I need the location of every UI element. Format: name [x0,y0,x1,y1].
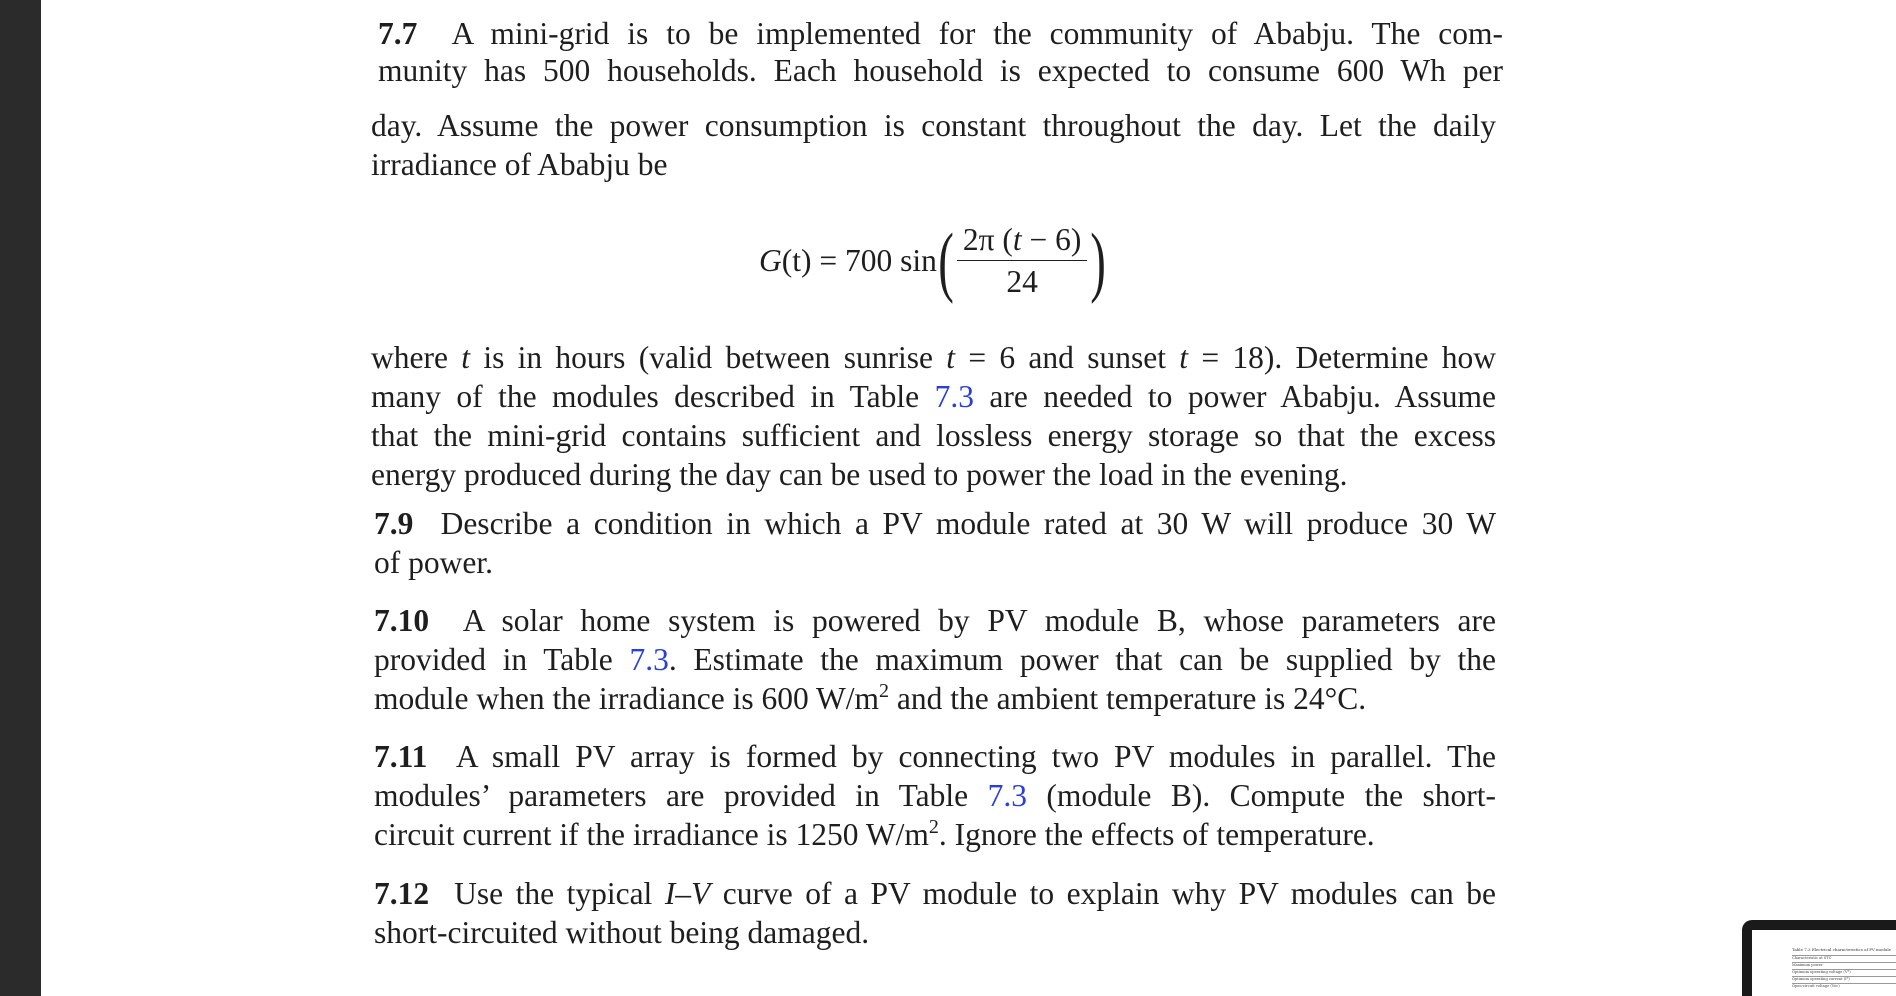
numerator-variable: t [1012,221,1022,257]
problem-7-11 [374,737,1496,854]
problem-number: 7.7 [378,16,418,51]
problem-7-7-line-7 [371,416,1496,455]
superscript: 2 [879,680,890,702]
problem-7-7-line-6 [371,377,1496,416]
thumbnail-row: Optimum operating voltage (V*) [1792,969,1896,977]
problem-text: of power. [374,545,493,580]
problem-text: . Ignore the effects of temperature. [938,817,1375,852]
numerator-text: 2π ( [962,221,1013,257]
problem-7-10-line-2 [374,640,1496,679]
problem-text: that the mini-grid contains sufficient and lossless energy storage so that the excess [371,418,1496,453]
problem-text: Use the typical [454,876,653,911]
problem-text: energy produced during the day can be used to power the load in the evening. [371,457,1348,492]
thumbnail-caption: Table 7.3 Electrical characteristics of PV module [1792,947,1892,952]
problem-7-11-line-1 [374,737,1496,776]
variable-iv: I–V [664,876,711,911]
fraction-numerator [957,222,1088,261]
problem-text: provided in Table [374,642,613,677]
document-page [41,0,1896,996]
page-thumbnail[interactable] [1752,930,1896,996]
problem-text: A mini-grid is to be implemented for the community of Ababju. The com- [451,16,1503,51]
problem-7-12-line-1 [374,874,1496,913]
thumbnail-row: Maximum power [1792,962,1896,970]
problem-text: module when the irradiance is 600 W/m [374,681,880,716]
left-paren: ( [938,217,954,304]
problem-text: and the ambient temperature is 24°C. [889,681,1367,716]
problem-number: 7.11 [374,739,428,774]
problem-7-11-line-3 [374,815,1496,854]
problem-7-10-line-1 [374,601,1496,640]
problem-7-12 [374,874,1496,952]
problem-7-10-line-3 [374,679,1496,718]
viewer-left-border [0,0,41,996]
problem-text: day. Assume the power consumption is constant throughout the day. Let the daily [371,108,1496,143]
problem-text: . Estimate the maximum power that can be supplied by the [668,642,1496,677]
problem-7-9-line-2 [374,543,1496,582]
problem-7-9-line-1 [374,504,1496,543]
problem-text: (module B). Compute the short- [1046,778,1497,813]
problem-text: modules’ parameters are provided in Table [374,778,969,813]
table-7-3-link[interactable]: 7.3 [934,379,974,414]
problem-text: A small PV array is formed by connecting two PV modules in parallel. The [455,739,1496,774]
equation-argument: (t) [781,243,812,278]
table-7-3-link[interactable]: 7.3 [629,642,669,677]
problem-7-9 [374,504,1496,582]
variable-t: t [461,340,471,375]
problem-text: are needed to power Ababju. Assume [989,379,1497,414]
variable-t: t [1179,340,1189,375]
thumbnail-row: Open-circuit voltage (Voc) [1792,983,1896,991]
problem-7-7-line-1 [378,14,1503,53]
variable-t: t [946,340,956,375]
problem-number: 7.12 [374,876,430,911]
problem-text: Describe a condition in which a PV module rated at 30 W will produce 30 W [440,506,1496,541]
problem-text: = 18). Determine how [1201,340,1497,375]
problem-7-7-line-2 [378,51,1503,90]
problem-text: A solar home system is powered by PV module B, whose parameters are [462,603,1496,638]
problem-7-7-line-3 [371,106,1496,145]
equation-coefficient: 700 sin [845,243,937,278]
thumbnail-row: Optimum operating current (I*) [1792,976,1896,984]
problem-text: where [371,340,448,375]
thumbnail-row: Characteristic at STC [1792,955,1896,963]
problem-7-7 [378,14,1503,90]
problem-7-7-line-4 [371,145,1496,184]
problem-text: irradiance of Ababju be [371,147,668,182]
problem-text: munity has 500 households. Each household is expected to consume 600 Wh per [378,53,1503,88]
problem-7-10 [374,601,1496,718]
problem-7-7-line-5 [371,338,1496,377]
problem-7-7-line-8 [371,455,1496,494]
problem-7-11-line-2 [374,776,1496,815]
problem-7-7-continued [371,106,1496,184]
problem-number: 7.10 [374,603,430,638]
equation-variable-g: G [759,243,782,278]
irradiance-equation [759,216,1107,306]
right-paren: ) [1090,217,1107,304]
equation-fraction [957,222,1088,301]
problem-text: many of the modules described in Table [371,379,920,414]
numerator-text: − 6) [1021,221,1082,257]
equation-equals: = [819,243,838,278]
superscript: 2 [928,816,939,838]
problem-text: is in hours (valid between sunrise [483,340,933,375]
problem-text: curve of a PV module to explain why PV modules can be [722,876,1496,911]
problem-7-12-line-2 [374,913,1496,952]
problem-text: circuit current if the irradiance is 1250 W/m [374,817,929,852]
table-7-3-link[interactable]: 7.3 [987,778,1027,813]
fraction-denominator: 24 [1006,263,1038,299]
problem-text: short-circuited without being damaged. [374,915,870,950]
problem-7-7-after-equation [371,338,1496,494]
problem-number: 7.9 [374,506,414,541]
problem-text: = 6 and sunset [968,340,1166,375]
